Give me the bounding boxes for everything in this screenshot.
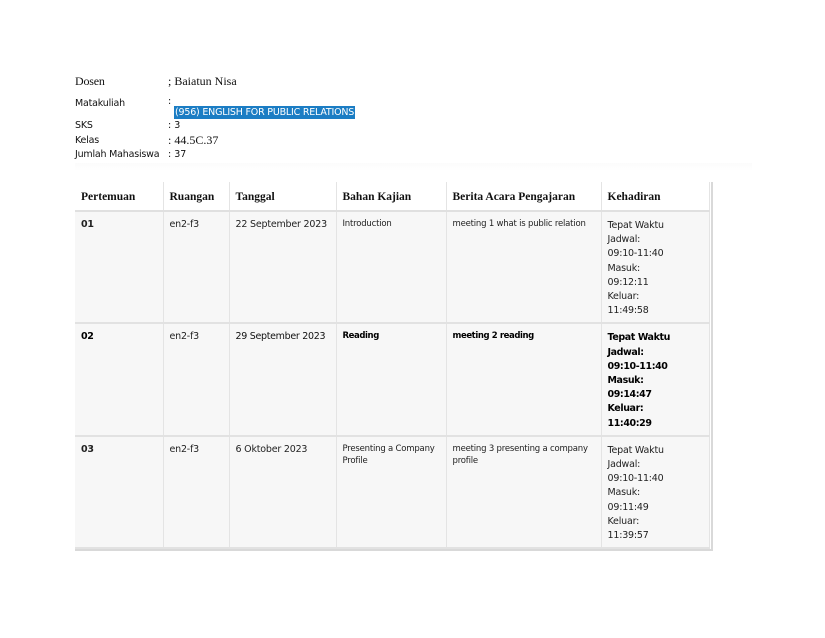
jumlah-row — [75, 148, 755, 162]
matakuliah-separator: : — [168, 96, 172, 107]
matakuliah-label: Matakuliah — [75, 98, 125, 109]
kehadiran-jadwal-label: Jadwal: — [607, 234, 641, 246]
cell-berita-acara: meeting 1 what is public relation — [446, 211, 601, 323]
kehadiran-masuk-label: Masuk: — [607, 375, 644, 387]
kehadiran-jadwal-label: Jadwal: — [607, 459, 641, 471]
cell-tanggal: 6 Oktober 2023 — [229, 436, 336, 548]
cell-ruangan: en2-f3 — [163, 323, 229, 435]
cell-pertemuan: 02 — [75, 323, 163, 435]
header-pertemuan: Pertemuan — [75, 182, 163, 211]
kelas-label: Kelas — [75, 135, 100, 146]
matakuliah-row — [75, 97, 755, 119]
cell-bahan-kajian: Reading — [336, 323, 446, 435]
kehadiran-status: Tepat Waktu — [607, 332, 670, 344]
header-tanggal: Tanggal — [229, 182, 336, 211]
header-kehadiran: Kehadiran — [601, 182, 709, 211]
kehadiran-masuk: 09:11:49 — [607, 501, 649, 513]
kehadiran-jadwal: 09:10-11:40 — [607, 360, 668, 372]
dosen-value: ; Baiatun Nisa — [168, 74, 237, 88]
kehadiran-jadwal: 09:10-11:40 — [607, 248, 664, 260]
cell-kehadiran — [601, 211, 709, 323]
kehadiran-keluar-label: Keluar: — [607, 403, 644, 415]
table-row — [75, 211, 709, 323]
sks-value: : 3 — [168, 120, 181, 131]
kehadiran-masuk: 09:12:11 — [607, 276, 649, 288]
sks-row — [75, 119, 755, 133]
matakuliah-value[interactable]: (956) ENGLISH FOR PUBLIC RELATIONS — [175, 107, 355, 118]
cell-bahan-kajian: Presenting a Company Profile — [336, 436, 446, 548]
header-bahan-kajian: Bahan Kajian — [336, 182, 446, 211]
cell-pertemuan: 01 — [75, 211, 163, 323]
kehadiran-keluar: 11:39:57 — [607, 530, 649, 542]
cell-ruangan: en2-f3 — [163, 436, 229, 548]
header-ruangan: Ruangan — [163, 182, 229, 211]
table-header-row — [75, 182, 709, 211]
jumlah-label: Jumlah Mahasiswa — [75, 149, 160, 160]
cell-pertemuan: 03 — [75, 436, 163, 548]
kehadiran-jadwal: 09:10-11:40 — [607, 473, 664, 485]
attendance-table-wrapper — [75, 182, 713, 551]
kelas-row — [75, 133, 755, 148]
info-divider — [75, 163, 752, 171]
kehadiran-masuk: 09:14:47 — [607, 389, 652, 401]
cell-ruangan: en2-f3 — [163, 211, 229, 323]
attendance-table — [75, 182, 710, 549]
cell-tanggal: 22 September 2023 — [229, 211, 336, 323]
sks-label: SKS — [75, 120, 93, 131]
cell-kehadiran — [601, 436, 709, 548]
dosen-row — [75, 74, 755, 91]
dosen-label: Dosen — [75, 74, 105, 88]
course-info — [75, 74, 755, 162]
cell-tanggal: 29 September 2023 — [229, 323, 336, 435]
cell-berita-acara: meeting 2 reading — [446, 323, 601, 435]
kehadiran-keluar-label: Keluar: — [607, 291, 640, 303]
kehadiran-keluar: 11:49:58 — [607, 305, 649, 317]
cell-bahan-kajian: Introduction — [336, 211, 446, 323]
jumlah-value: : 37 — [168, 149, 187, 160]
kelas-value: : 44.5C.37 — [168, 133, 219, 147]
kehadiran-status: Tepat Waktu — [607, 220, 664, 231]
kehadiran-status: Tepat Waktu — [607, 444, 664, 456]
table-row — [75, 436, 709, 548]
cell-berita-acara: meeting 3 presenting a company profile — [446, 436, 601, 548]
header-berita-acara: Berita Acara Pengajaran — [446, 182, 601, 211]
kehadiran-masuk-label: Masuk: — [607, 487, 640, 499]
kehadiran-keluar: 11:40:29 — [607, 417, 652, 429]
cell-kehadiran — [601, 323, 709, 435]
kehadiran-keluar-label: Keluar: — [607, 515, 640, 527]
kehadiran-masuk-label: Masuk: — [607, 262, 640, 274]
table-row — [75, 323, 709, 435]
kehadiran-jadwal-label: Jadwal: — [607, 346, 644, 358]
